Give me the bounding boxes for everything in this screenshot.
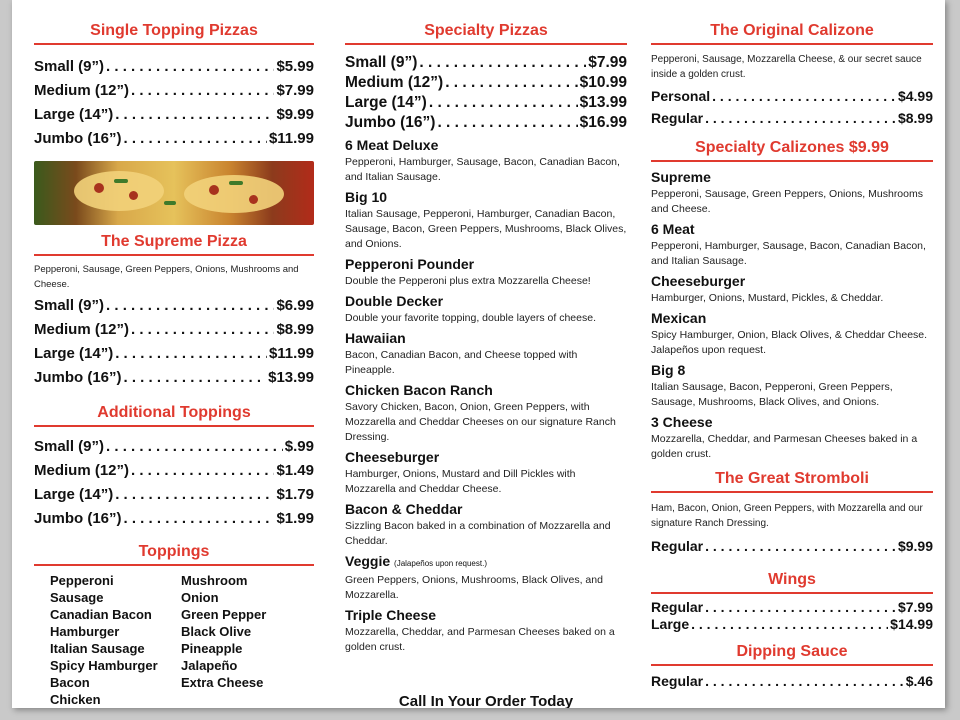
topping-item: Italian Sausage: [50, 641, 145, 656]
supreme-description: Pepperoni, Sausage, Green Peppers, Onions, Mushrooms and Cheese.: [34, 264, 299, 290]
specialty-pizza-prices: [345, 53, 627, 133]
price-value: $7.99: [276, 82, 314, 99]
item-description: Mozzarella, Cheddar, and Parmesan Cheeses baked on a golden crust.: [345, 626, 615, 653]
additional-toppings-prices: [34, 435, 314, 531]
price-value: $11.99: [268, 345, 314, 362]
menu-item: [651, 413, 933, 462]
item-name: Big 10: [345, 189, 388, 205]
price-row: [34, 318, 314, 342]
price-value: $14.99: [890, 616, 933, 632]
size-label: Regular: [651, 110, 704, 126]
menu-item: [345, 255, 627, 289]
size-label: Jumbo (16”): [34, 130, 122, 147]
wings-heading: Wings: [651, 571, 933, 594]
price-value: $8.99: [897, 110, 933, 126]
item-name: Veggie: [345, 553, 391, 569]
topping-item: Black Olive: [181, 624, 252, 639]
specialty-pizza-items: [345, 136, 627, 655]
size-label: Large (14”): [34, 486, 114, 503]
menu-item: [651, 168, 933, 217]
menu-item: [345, 136, 627, 185]
size-label: Jumbo (16”): [34, 510, 122, 527]
menu-item: [651, 272, 933, 306]
item-description: Pepperoni, Hamburger, Sausage, Bacon, Canadian Bacon, and Italian Sausage.: [345, 156, 620, 183]
item-description: Double your favorite topping, double layers of cheese.: [345, 312, 596, 324]
specialty-calizones-heading: Specialty Calizones $9.99: [651, 139, 933, 162]
topping-item: Jalapeño: [181, 658, 238, 673]
specialty-calizone-items: [651, 168, 933, 462]
price-value: $7.99: [897, 599, 933, 615]
size-label: Medium (12”): [34, 462, 130, 479]
size-label: Medium (12”): [34, 321, 130, 338]
menu-item: [651, 220, 933, 269]
size-label: Large (14”): [34, 345, 114, 362]
additional-toppings-heading: Additional Toppings: [34, 404, 314, 427]
calizone-heading: The Original Calizone: [651, 22, 933, 45]
item-name: 3 Cheese: [651, 414, 713, 430]
item-name: Hawaiian: [345, 330, 406, 346]
price-value: $.46: [905, 673, 933, 689]
topping-item: Sausage: [50, 590, 104, 605]
item-note: (Jalapeños upon request.): [394, 559, 487, 568]
item-name: Triple Cheese: [345, 607, 437, 623]
toppings-heading: Toppings: [34, 543, 314, 566]
call-to-order: [345, 693, 627, 708]
size-label: Medium (12”): [345, 74, 444, 91]
price-row: [651, 85, 933, 107]
supreme-heading: The Supreme Pizza: [34, 233, 314, 256]
size-label: Personal: [651, 88, 711, 104]
calizone-prices: [651, 85, 933, 129]
calizone-description: Pepperoni, Sausage, Mozzarella Cheese, & our secret sauce inside a golden crust.: [651, 54, 922, 80]
dipping-sauce-heading: Dipping Sauce: [651, 643, 933, 666]
item-name: 6 Meat Deluxe: [345, 137, 439, 153]
item-name: Double Decker: [345, 293, 444, 309]
size-label: Large: [651, 616, 690, 632]
price-row: [34, 342, 314, 366]
topping-item: Bacon: [50, 675, 90, 690]
topping-item: Green Pepper: [181, 607, 267, 622]
price-row: [34, 127, 314, 151]
price-row: [345, 53, 627, 73]
item-description: Spicy Hamburger, Onion, Black Olives, & Cheddar Cheese. Jalapeños upon request.: [651, 329, 928, 356]
left-column: [34, 0, 314, 708]
price-value: $13.99: [268, 369, 314, 386]
price-row: [345, 93, 627, 113]
menu-item: [345, 292, 627, 326]
call-title: Call In Your Order Today: [398, 693, 574, 708]
price-row: [651, 670, 933, 692]
item-name: Mexican: [651, 310, 707, 326]
right-column: [651, 0, 933, 692]
price-row: [651, 616, 933, 633]
menu-item: [345, 381, 627, 445]
item-name: Big 8: [651, 362, 686, 378]
price-row: [34, 366, 314, 390]
price-row: [345, 113, 627, 133]
topping-item: Onion: [181, 590, 219, 605]
menu-item: [345, 606, 627, 655]
price-row: [34, 55, 314, 79]
item-description: Italian Sausage, Bacon, Pepperoni, Green Peppers, Sausage, Mushrooms, Black Olives, and Onions.: [651, 381, 893, 408]
item-name-row: [345, 552, 627, 573]
price-row: [651, 107, 933, 129]
size-label: Small (9”): [345, 54, 418, 71]
middle-column: [345, 0, 627, 708]
toppings-column-2: [181, 572, 266, 708]
item-description: Pepperoni, Sausage, Green Peppers, Onions, Mushrooms and Cheese.: [651, 188, 923, 215]
dipping-sauce-prices: [651, 670, 933, 692]
size-label: Jumbo (16”): [345, 114, 436, 131]
single-topping-heading: Single Topping Pizzas: [34, 22, 314, 45]
price-row: [34, 79, 314, 103]
item-description: Hamburger, Onions, Mustard, Pickles, & Cheddar.: [651, 292, 884, 304]
price-value: $.99: [284, 438, 314, 455]
price-row: [34, 435, 314, 459]
topping-item: Chicken: [50, 692, 101, 707]
item-description: Bacon, Canadian Bacon, and Cheese topped with Pineapple.: [345, 349, 578, 376]
item-description: Mozzarella, Cheddar, and Parmesan Cheeses baked in a golden crust.: [651, 433, 918, 460]
item-name: 6 Meat: [651, 221, 695, 237]
price-value: $6.99: [276, 297, 314, 314]
size-label: Large (14”): [34, 106, 114, 123]
price-value: $9.99: [897, 538, 933, 554]
price-row: [651, 535, 933, 557]
stromboli-description: Ham, Bacon, Onion, Green Peppers, with Mozzarella and our signature Ranch Dressing.: [651, 503, 923, 529]
price-value: $10.99: [579, 74, 627, 91]
item-name: Cheeseburger: [651, 273, 746, 289]
menu-sheet: [12, 0, 945, 708]
price-value: $1.99: [276, 510, 314, 527]
specialty-pizzas-heading: Specialty Pizzas: [345, 22, 627, 45]
price-row: [34, 294, 314, 318]
price-value: $13.99: [579, 94, 627, 111]
item-description: Savory Chicken, Bacon, Onion, Green Peppers, with Mozzarella and Cheddar Cheeses on our signature Ranch Dressing.: [345, 401, 616, 443]
item-description: Green Peppers, Onions, Mushrooms, Black Olives, and Mozzarella.: [345, 574, 603, 601]
item-description: Italian Sausage, Pepperoni, Hamburger, Canadian Bacon, Sausage, Bacon, Green Peppers, Mushrooms, Black Olives, and Onions.: [345, 208, 627, 250]
toppings-column-1: [50, 572, 181, 708]
item-name: Bacon & Cheddar: [345, 501, 463, 517]
menu-item: [345, 188, 627, 252]
price-row: [34, 459, 314, 483]
price-row: [651, 599, 933, 616]
supreme-prices: [34, 294, 314, 390]
item-name: Pepperoni Pounder: [345, 256, 475, 272]
topping-item: Spicy Hamburger: [50, 658, 158, 673]
item-name: Supreme: [651, 169, 711, 185]
size-label: Regular: [651, 673, 704, 689]
price-row: [34, 103, 314, 127]
price-value: $1.79: [276, 486, 314, 503]
menu-item: [345, 448, 627, 497]
price-value: $5.99: [276, 58, 314, 75]
size-label: Small (9”): [34, 58, 105, 75]
menu-item: [345, 329, 627, 378]
stromboli-heading: The Great Stromboli: [651, 470, 933, 493]
size-label: Medium (12”): [34, 82, 130, 99]
size-label: Regular: [651, 538, 704, 554]
size-label: Regular: [651, 599, 704, 615]
price-value: $4.99: [897, 88, 933, 104]
item-description: Hamburger, Onions, Mustard and Dill Pickles with Mozzarella and Cheddar Cheese.: [345, 468, 576, 495]
topping-item: Canadian Bacon: [50, 607, 152, 622]
stromboli-prices: [651, 535, 933, 557]
topping-item: Mushroom: [181, 573, 248, 588]
price-value: $1.49: [276, 462, 314, 479]
size-label: Jumbo (16”): [34, 369, 122, 386]
size-label: Small (9”): [34, 297, 105, 314]
topping-item: Extra Cheese: [181, 675, 264, 690]
item-description: Pepperoni, Hamburger, Sausage, Bacon, Canadian Bacon, and Italian Sausage.: [651, 240, 926, 267]
menu-item: [345, 552, 627, 603]
price-value: $8.99: [276, 321, 314, 338]
topping-item: Hamburger: [50, 624, 120, 639]
item-description: Sizzling Bacon baked in a combination of Mozzarella and Cheddar.: [345, 520, 611, 547]
topping-item: Pepperoni: [50, 573, 114, 588]
size-label: Large (14”): [345, 94, 427, 111]
menu-item: [651, 361, 933, 410]
toppings-list: [34, 572, 314, 708]
price-row: [345, 73, 627, 93]
size-label: Small (9”): [34, 438, 105, 455]
item-name: Chicken Bacon Ranch: [345, 382, 493, 398]
pizza-photo: [34, 161, 314, 225]
single-topping-prices: [34, 55, 314, 151]
item-description: Double the Pepperoni plus extra Mozzarella Cheese!: [345, 275, 591, 287]
price-value: $9.99: [276, 106, 314, 123]
price-row: [34, 483, 314, 507]
price-row: [34, 507, 314, 531]
menu-item: [345, 500, 627, 549]
price-value: $7.99: [588, 54, 627, 71]
item-name: Cheeseburger: [345, 449, 440, 465]
price-value: $16.99: [579, 114, 627, 131]
topping-item: Pineapple: [181, 641, 243, 656]
menu-item: [651, 309, 933, 358]
price-value: $11.99: [268, 130, 314, 147]
wings-prices: [651, 599, 933, 633]
